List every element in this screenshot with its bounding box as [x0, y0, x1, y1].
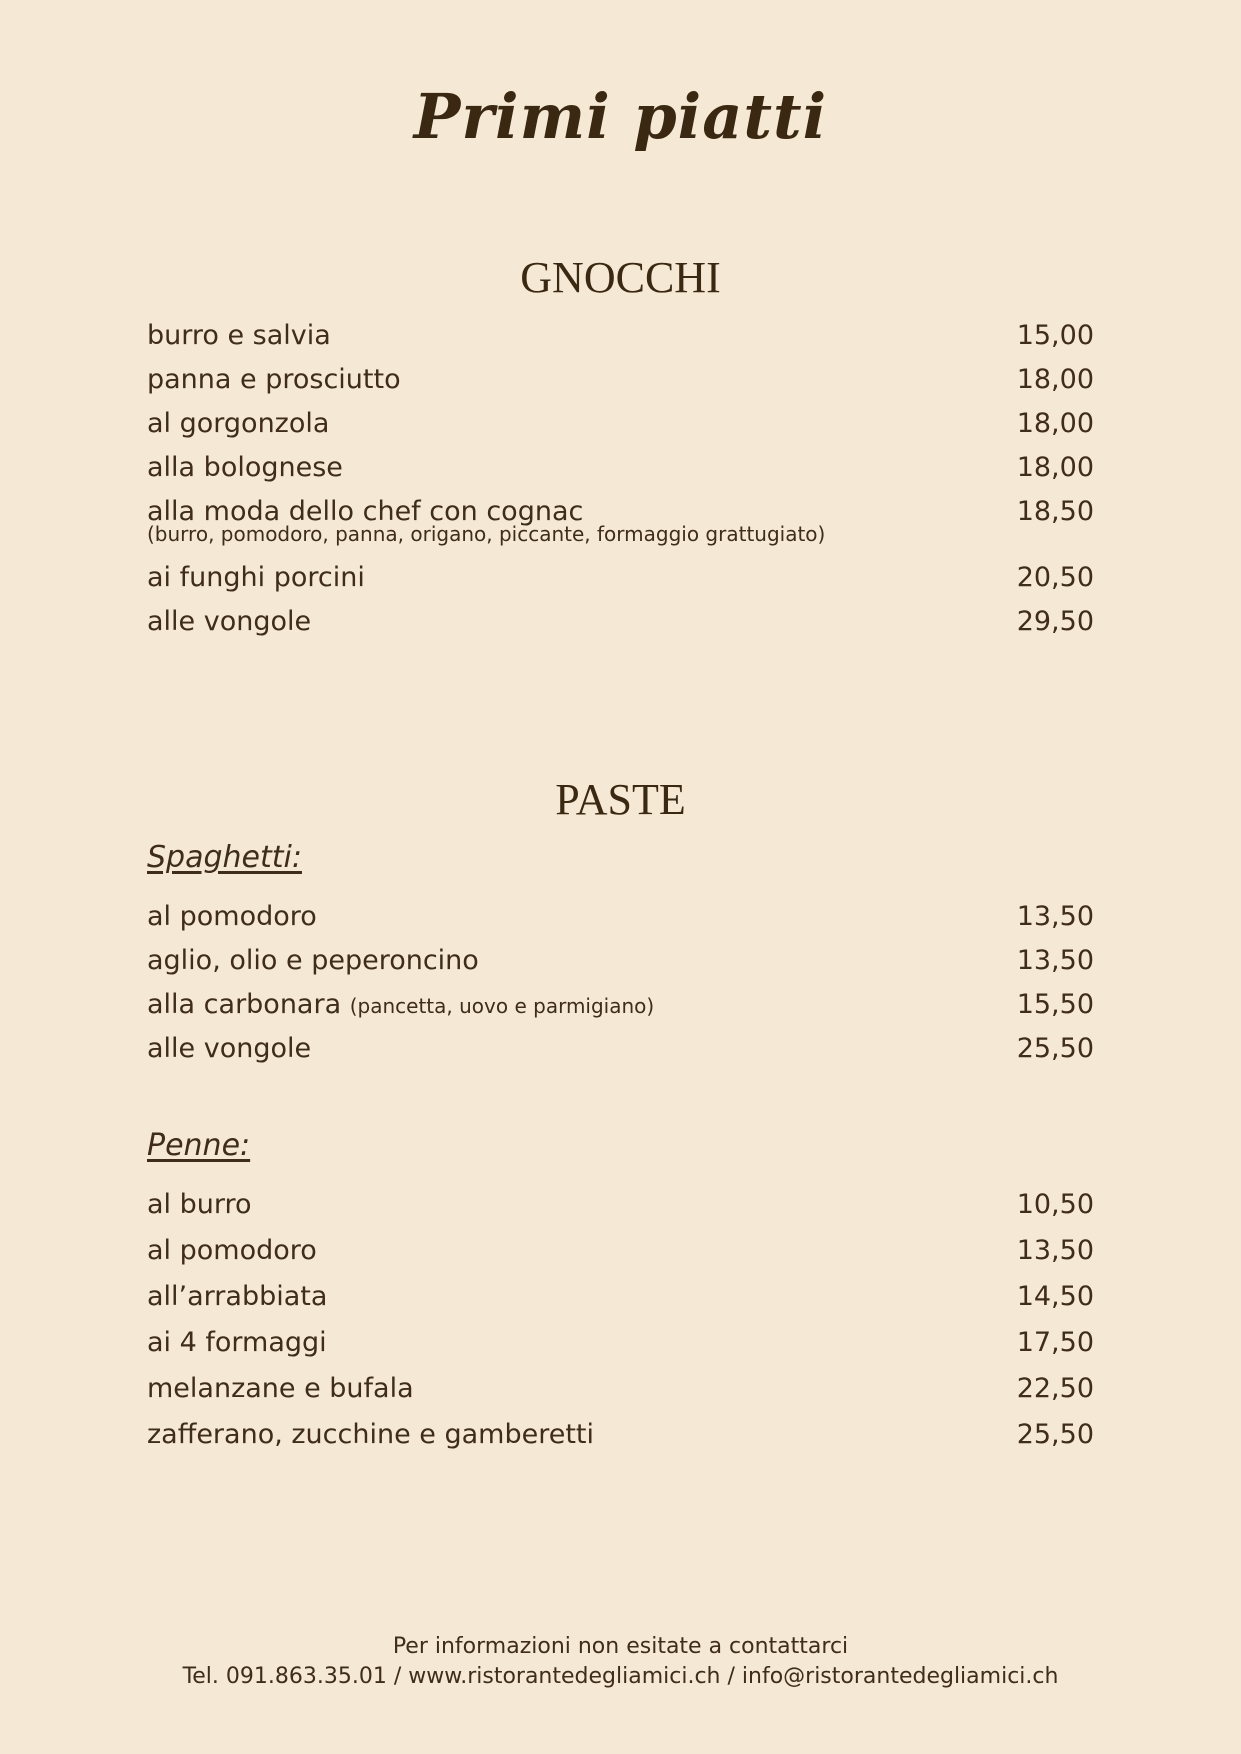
item-price: 29,50 — [1016, 606, 1094, 637]
spaghetti-list — [147, 899, 1094, 1075]
item-name: alle vongole — [147, 606, 312, 637]
item-name: burro e salvia — [147, 320, 331, 351]
item-name: alla carbonara — [147, 989, 342, 1020]
item-price: 10,50 — [1016, 1189, 1094, 1220]
item-name: ai 4 formaggi — [147, 1327, 327, 1358]
item-price: 17,50 — [1016, 1327, 1094, 1358]
item-note: (pancetta, uovo e parmigiano) — [349, 994, 655, 1018]
penne-list — [147, 1187, 1094, 1463]
paste-heading: PASTE — [555, 775, 686, 824]
item-price: 15,00 — [1016, 320, 1094, 351]
list-item — [147, 406, 1094, 450]
item-name: ai funghi porcini — [147, 562, 365, 593]
gnocchi-heading: GNOCCHI — [520, 253, 721, 302]
list-item — [147, 1233, 1094, 1279]
item-name: aglio, olio e peperoncino — [147, 945, 479, 976]
item-name: al gorgonzola — [147, 408, 330, 439]
footer-line-info: Per informazioni non esitate a contattarci — [392, 1634, 849, 1659]
page-title: Primi piatti — [413, 80, 828, 153]
footer-line-contact: Tel. 091.863.35.01 / www.ristorantedegliamici.ch / info@ristorantedegliamici.ch — [182, 1664, 1059, 1689]
item-name: all’arrabbiata — [147, 1281, 328, 1312]
list-item — [147, 604, 1094, 648]
item-price: 25,50 — [1016, 1033, 1094, 1064]
item-note: (burro, pomodoro, panna, origano, piccante, formaggio grattugiato) — [147, 522, 826, 546]
item-price: 15,50 — [1016, 989, 1094, 1020]
item-price: 13,50 — [1016, 945, 1094, 976]
list-item — [147, 560, 1094, 604]
item-price: 20,50 — [1016, 562, 1094, 593]
item-name: panna e prosciutto — [147, 364, 401, 395]
item-name: al burro — [147, 1189, 252, 1220]
list-item — [147, 1187, 1094, 1233]
list-item — [147, 987, 1094, 1031]
item-name: al pomodoro — [147, 901, 317, 932]
item-price: 22,50 — [1016, 1373, 1094, 1404]
list-item — [147, 1325, 1094, 1371]
list-item — [147, 450, 1094, 494]
item-price: 18,50 — [1016, 496, 1094, 527]
item-name: zafferano, zucchine e gamberetti — [147, 1419, 594, 1450]
list-item — [147, 318, 1094, 362]
list-item — [147, 1371, 1094, 1417]
item-name: melanzane e bufala — [147, 1373, 414, 1404]
item-price: 13,50 — [1016, 1235, 1094, 1266]
footer — [0, 1632, 1241, 1692]
list-item — [147, 899, 1094, 943]
item-name: alla moda dello chef con cognac — [147, 496, 584, 527]
list-item — [147, 1031, 1094, 1075]
item-name: alla bolognese — [147, 452, 343, 483]
item-price: 25,50 — [1016, 1419, 1094, 1450]
item-price: 18,00 — [1016, 452, 1094, 483]
item-name: alle vongole — [147, 1033, 312, 1064]
item-price: 14,50 — [1016, 1281, 1094, 1312]
list-item — [147, 943, 1094, 987]
item-price: 18,00 — [1016, 364, 1094, 395]
spaghetti-subheading: Spaghetti: — [147, 840, 302, 875]
item-price: 13,50 — [1016, 901, 1094, 932]
item-name: al pomodoro — [147, 1235, 317, 1266]
list-item — [147, 1279, 1094, 1325]
list-item — [147, 1417, 1094, 1463]
penne-subheading: Penne: — [147, 1128, 251, 1163]
item-price: 18,00 — [1016, 408, 1094, 439]
gnocchi-list — [147, 318, 1094, 648]
list-item — [147, 494, 1094, 560]
list-item — [147, 362, 1094, 406]
